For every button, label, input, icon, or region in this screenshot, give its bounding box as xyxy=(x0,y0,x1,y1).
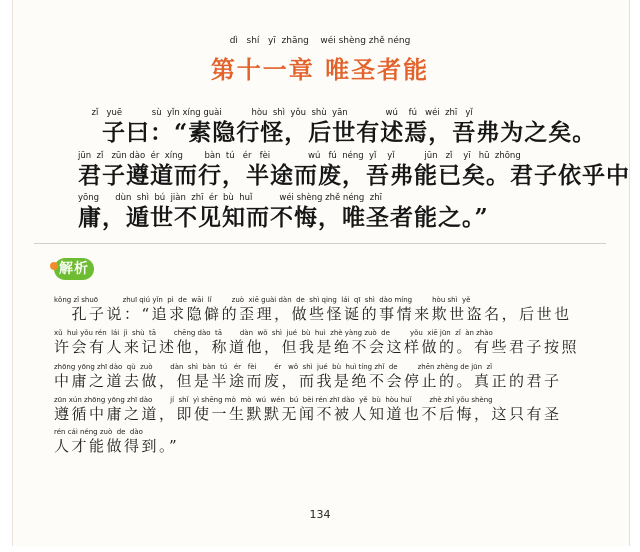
pinyin-line: zhōng yōng zhī dào qù zuò dàn shì bàn tú ér fèi ér wǒ shì jué bù huì tíng zhǐ de zhēn zhèng de jūn zǐ xyxy=(54,363,493,371)
pinyin-line: rén cái néng zuò de dào xyxy=(54,428,143,436)
chapter-title: 第十一章 唯圣者能 xyxy=(210,56,430,84)
section-divider xyxy=(34,243,606,244)
pinyin-line: jūn zǐ zūn dào ér xíng bàn tú ér fèi wú fú néng yǐ yǐ jūn zǐ yī hū zhōng xyxy=(78,151,521,161)
pinyin-line: zūn xún zhōng yōng zhī dào jí shǐ yì shēng mò mò wú wén bú bèi rén zhī dào yě bù hòu huǐ zhè zhǐ yǒu shèng xyxy=(54,396,493,404)
page-number: 134 xyxy=(309,508,331,521)
text-line: 子曰：“素隐行怪，后世有述焉，吾弗为之矣。 xyxy=(78,119,597,146)
pinyin-line: yōng dùn shì bú jiàn zhī ér bù huǐ wéi shèng zhě néng zhī xyxy=(78,193,382,203)
text-line: 许会有人来记述他，称道他，但我是绝不会这样做的。有些君子按照 xyxy=(54,338,580,356)
original-line-1 xyxy=(78,108,598,147)
text-line: 人才能做得到。” xyxy=(54,437,180,455)
text-line: 遵循中庸之道，即使一生默默无闻不被人知道也不后悔，这只有圣 xyxy=(54,405,562,423)
text-line: 君子遵道而行，半途而废，吾弗能已矣。君子依乎中 xyxy=(78,162,630,189)
text-line: 孔子说：“追求隐僻的歪理，做些怪诞的事情来欺世盗名，后世也 xyxy=(54,305,572,323)
text-line: 庸，遁世不见知而不悔，唯圣者能之。” xyxy=(78,204,489,231)
explanation-line-5 xyxy=(54,428,594,455)
explanation-line-1 xyxy=(54,296,594,323)
explanation-line-4 xyxy=(54,396,594,423)
analysis-badge: 解析 xyxy=(54,258,94,280)
text-line: 中庸之道去做，但是半途而废，而我是绝不会停止的。真正的君子 xyxy=(54,372,562,390)
chapter-title-pinyin: dì shí yī zhāng wéi shèng zhě néng xyxy=(229,36,411,46)
original-line-3 xyxy=(78,193,598,232)
pinyin-line: zǐ yuē sù yǐn xíng guài hòu shì yǒu shù yān wú fú wéi zhī yǐ xyxy=(78,108,473,118)
original-line-2 xyxy=(78,151,630,190)
pinyin-line: kǒng zǐ shuō zhuī qiú yǐn pì de wāi lǐ zuò xiē guài dàn de shì qing lái qī shì dào míng hòu shì yě xyxy=(54,296,471,304)
explanation-line-3 xyxy=(54,363,594,390)
pinyin-line: xǔ huì yǒu rén lái jì shù tā chēng dào tā dàn wǒ shì jué bù huì zhè yàng zuò de yǒu xiē jūn zǐ àn zhào xyxy=(54,329,493,337)
explanation-line-2 xyxy=(54,329,594,356)
